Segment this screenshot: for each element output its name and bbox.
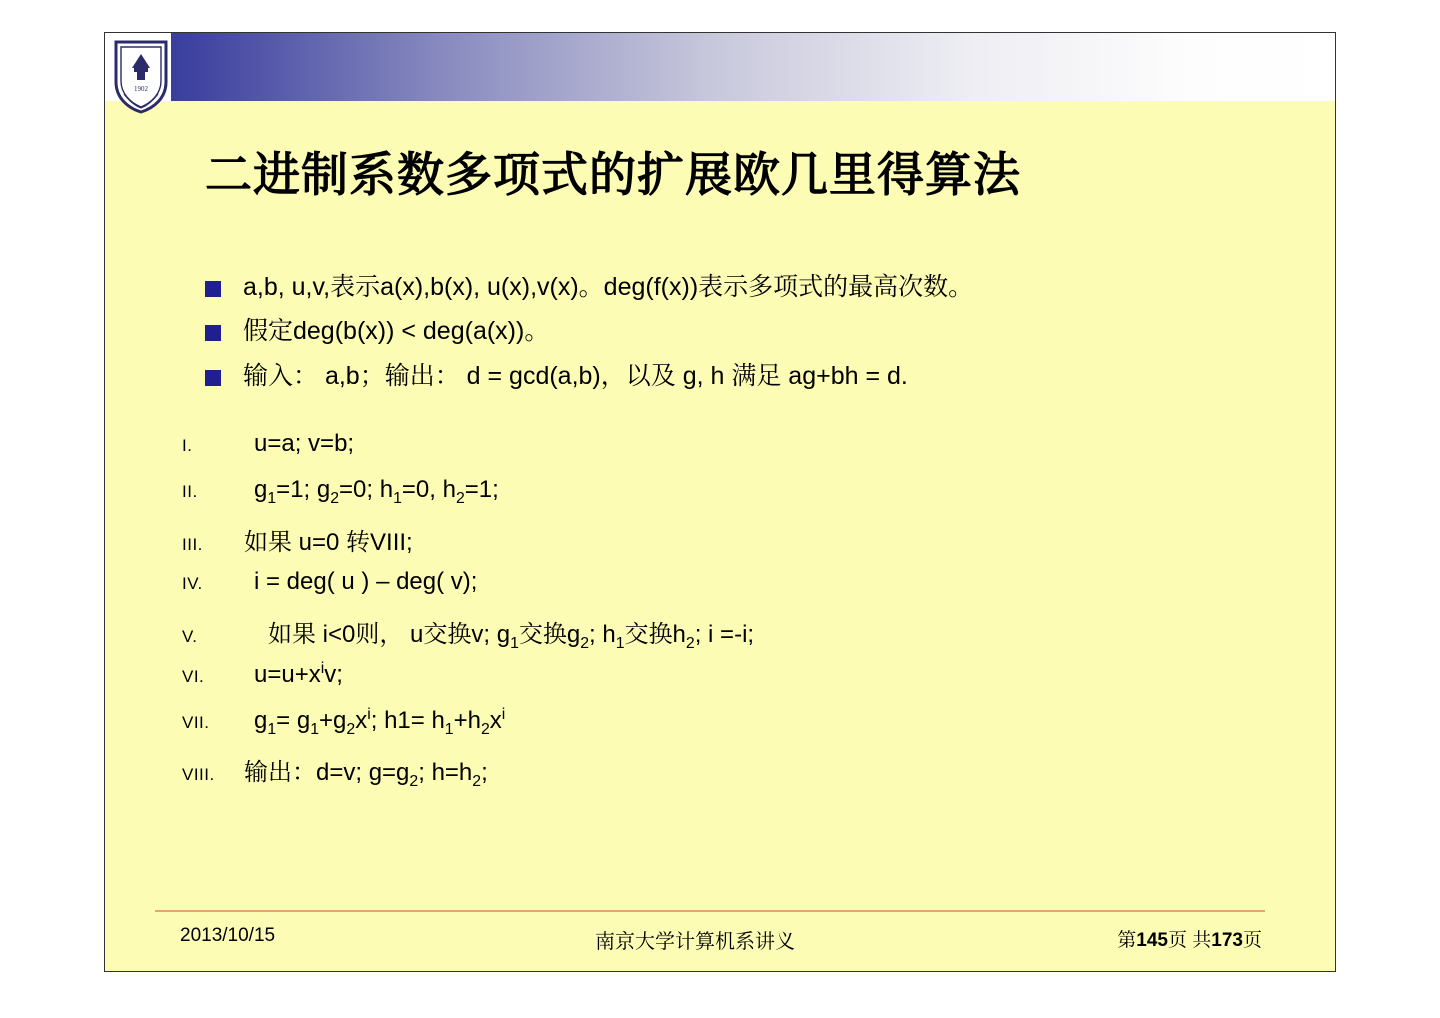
page-suffix: 页	[1242, 930, 1262, 951]
step-number: VII.	[182, 713, 210, 732]
bullet-text: 假定deg(b(x)) < deg(a(x))。	[243, 317, 550, 346]
square-bullet-icon	[205, 281, 221, 297]
step-number: IV.	[182, 574, 203, 593]
step-number: I.	[182, 436, 193, 455]
step-text: $u=u+x^iv$;	[254, 660, 343, 688]
square-bullet-icon	[205, 370, 221, 386]
list-item	[182, 660, 1222, 706]
svg-text:1902: 1902	[134, 85, 148, 93]
page-mid: 页 共	[1168, 930, 1212, 951]
step-text: $g_1= g_1+g_2x^i$; $h1= h_1+h_2x^i$	[254, 706, 506, 738]
step-text: 如果 u=0 转VIII;	[244, 529, 413, 556]
page-title: 二进制系数多项式的扩展欧几里得算法	[205, 148, 1021, 201]
university-crest-icon	[112, 36, 170, 114]
algorithm-steps-list	[182, 430, 1222, 798]
list-item	[205, 272, 1235, 303]
footer-page-number	[1117, 925, 1262, 952]
step-number: V.	[182, 627, 198, 646]
step-text: 如果 i<0则， u交换v; $g_1$交换$g_2$; $h_1$交换$h_2$; i =-i;	[268, 621, 755, 652]
bullet-list	[205, 272, 1235, 405]
step-number: VI.	[182, 667, 205, 686]
page-prefix: 第	[1117, 930, 1137, 951]
list-item	[205, 361, 1235, 392]
step-text: $g_1=1$; $g_2=0$; $h_1=0$, $h_2=1$;	[254, 476, 499, 507]
list-item	[182, 706, 1222, 752]
step-text: 输出：d=v; $g=g_2$; $h=h_2$;	[244, 759, 488, 790]
footer-divider	[155, 910, 1265, 912]
step-number: III.	[182, 535, 203, 554]
square-bullet-icon	[205, 325, 221, 341]
footer-center-text: 南京大学计算机系讲义	[595, 931, 795, 953]
list-item	[182, 614, 1222, 660]
list-item	[182, 522, 1222, 568]
step-number: II.	[182, 482, 198, 501]
step-number: VIII.	[182, 765, 215, 784]
step-text: i = deg( u ) – deg( v);	[254, 568, 478, 595]
header-gradient-band	[105, 33, 1335, 101]
step-text: u=a; v=b;	[254, 430, 355, 457]
bullet-text: a,b, u,v,表示a(x),b(x), u(x),v(x)。deg(f(x))表示多项式的最高次数。	[243, 273, 974, 301]
footer-date: 2013/10/15	[180, 925, 276, 946]
page-current: 145	[1136, 930, 1168, 951]
list-item	[182, 476, 1222, 522]
list-item	[182, 568, 1222, 614]
list-item	[182, 430, 1222, 476]
list-item	[205, 316, 1235, 347]
bullet-text: 输入： a,b；输出： d = gcd(a,b)，以及 g, h 满足 ag+bh = d.	[243, 361, 908, 390]
page-total: 173	[1211, 930, 1243, 951]
list-item	[182, 752, 1222, 798]
